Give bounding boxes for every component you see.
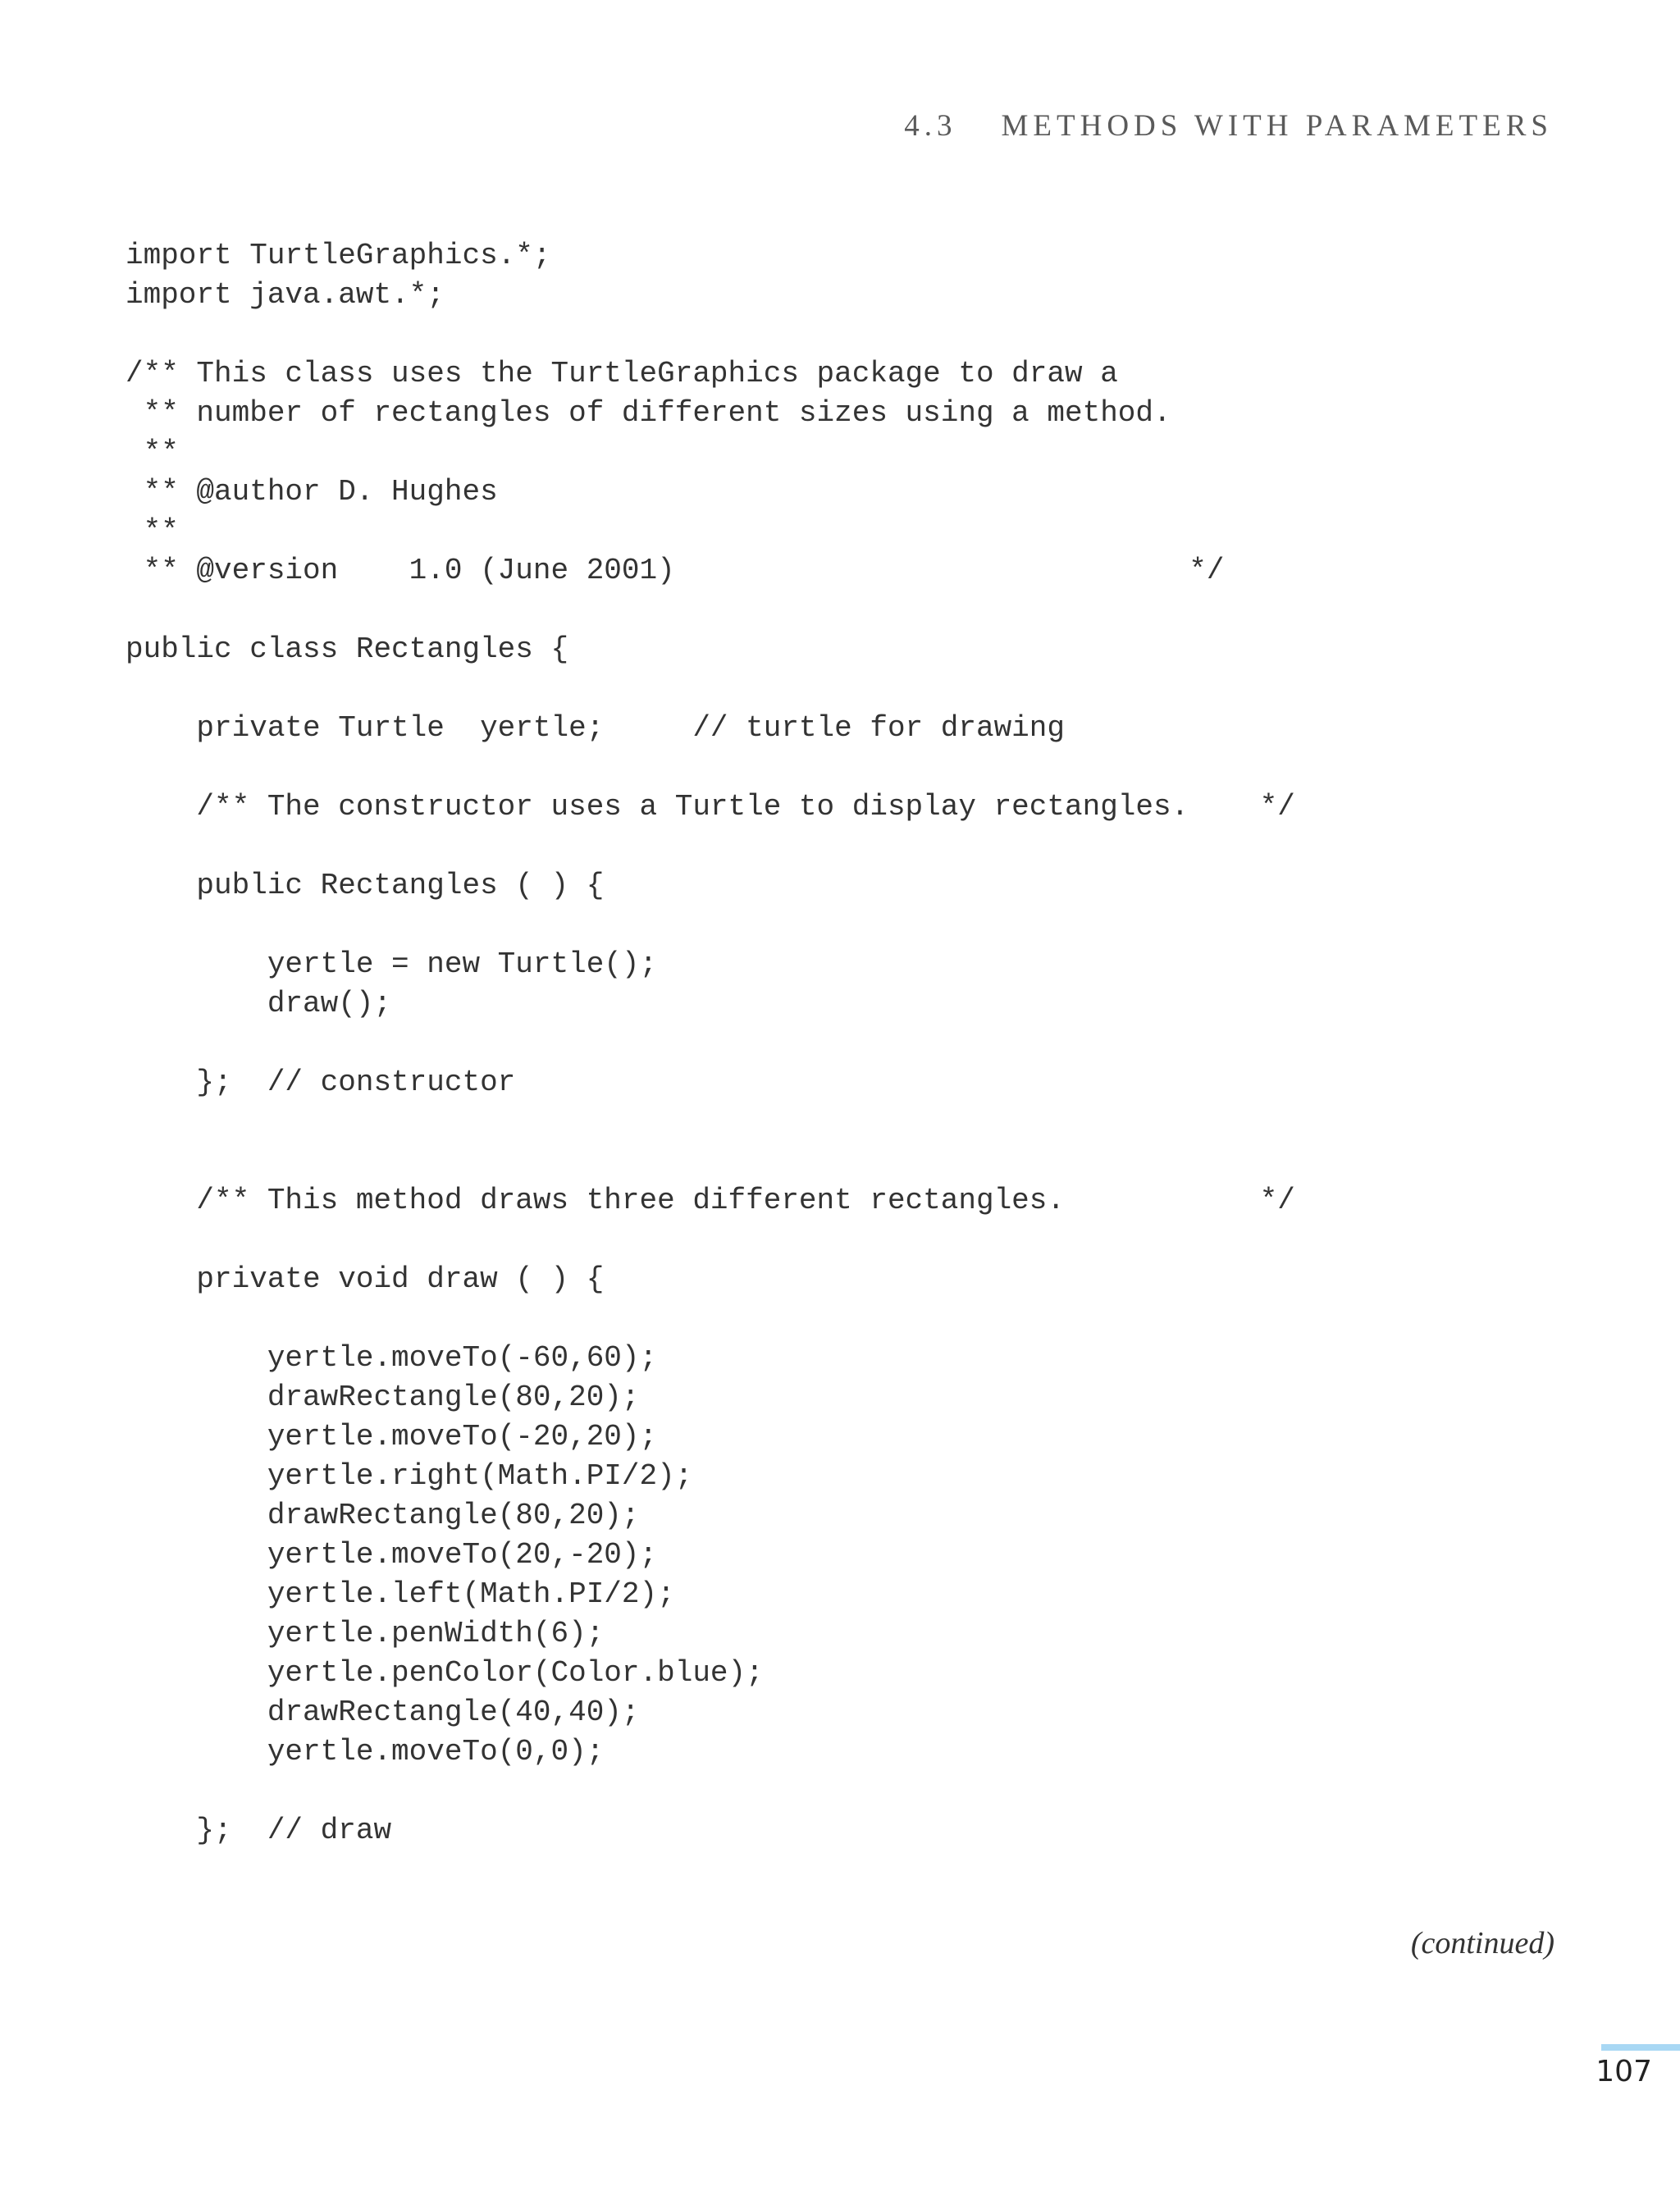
section-number: 4.3 <box>904 109 957 143</box>
code-line: drawRectangle(80,20); <box>126 1381 640 1414</box>
code-line: }; // constructor <box>126 1066 516 1099</box>
code-line: private void draw ( ) { <box>126 1262 605 1296</box>
code-line: yertle.moveTo(-20,20); <box>126 1420 658 1454</box>
code-line: ** <box>126 514 179 548</box>
code-line: public class Rectangles { <box>126 632 569 666</box>
code-line <box>126 1221 1295 1260</box>
code-line: private Turtle yertle; // turtle for drawing <box>126 711 1065 745</box>
code-line: draw(); <box>126 987 392 1020</box>
code-listing <box>126 236 1295 1851</box>
code-line: yertle.moveTo(0,0); <box>126 1735 605 1769</box>
code-line: yertle.left(Math.PI/2); <box>126 1577 675 1611</box>
code-line <box>126 1299 1295 1339</box>
code-line: yertle.moveTo(-60,60); <box>126 1341 658 1375</box>
code-line: import TurtleGraphics.*; <box>126 239 551 272</box>
section-title: METHODS WITH PARAMETERS <box>1001 109 1553 143</box>
page-number: 107 <box>1596 2055 1652 2088</box>
code-line <box>126 1024 1295 1063</box>
running-head <box>904 108 1553 144</box>
code-line: public Rectangles ( ) { <box>126 869 605 902</box>
code-line: /** This method draws three different rectangles. */ <box>126 1184 1295 1217</box>
code-line: import java.awt.*; <box>126 278 445 312</box>
code-line: }; // draw <box>126 1814 392 1847</box>
code-line <box>126 669 1295 709</box>
code-line <box>126 591 1295 630</box>
code-line: yertle = new Turtle(); <box>126 947 658 981</box>
code-line <box>126 748 1295 787</box>
code-line: ** @author D. Hughes <box>126 475 498 509</box>
code-line <box>126 827 1295 866</box>
continued-label: (continued) <box>1410 1926 1554 1960</box>
code-line: /** The constructor uses a Turtle to display rectangles. */ <box>126 790 1295 824</box>
code-line <box>126 906 1295 945</box>
code-line: ** number of rectangles of different sizes using a method. <box>126 396 1171 430</box>
code-line <box>126 1102 1295 1142</box>
code-line <box>126 315 1295 354</box>
code-line <box>126 1772 1295 1811</box>
code-line: /** This class uses the TurtleGraphics package to draw a <box>126 357 1118 390</box>
code-line <box>126 1142 1295 1181</box>
page-number-rule <box>1601 2044 1680 2051</box>
code-line: yertle.moveTo(20,-20); <box>126 1538 658 1572</box>
code-line: yertle.penWidth(6); <box>126 1617 605 1650</box>
code-line: ** @version 1.0 (June 2001) */ <box>126 554 1225 587</box>
code-line: drawRectangle(40,40); <box>126 1696 640 1729</box>
code-line: ** <box>126 436 179 469</box>
code-line: yertle.penColor(Color.blue); <box>126 1656 764 1690</box>
code-line: yertle.right(Math.PI/2); <box>126 1459 693 1493</box>
code-line: drawRectangle(80,20); <box>126 1499 640 1532</box>
